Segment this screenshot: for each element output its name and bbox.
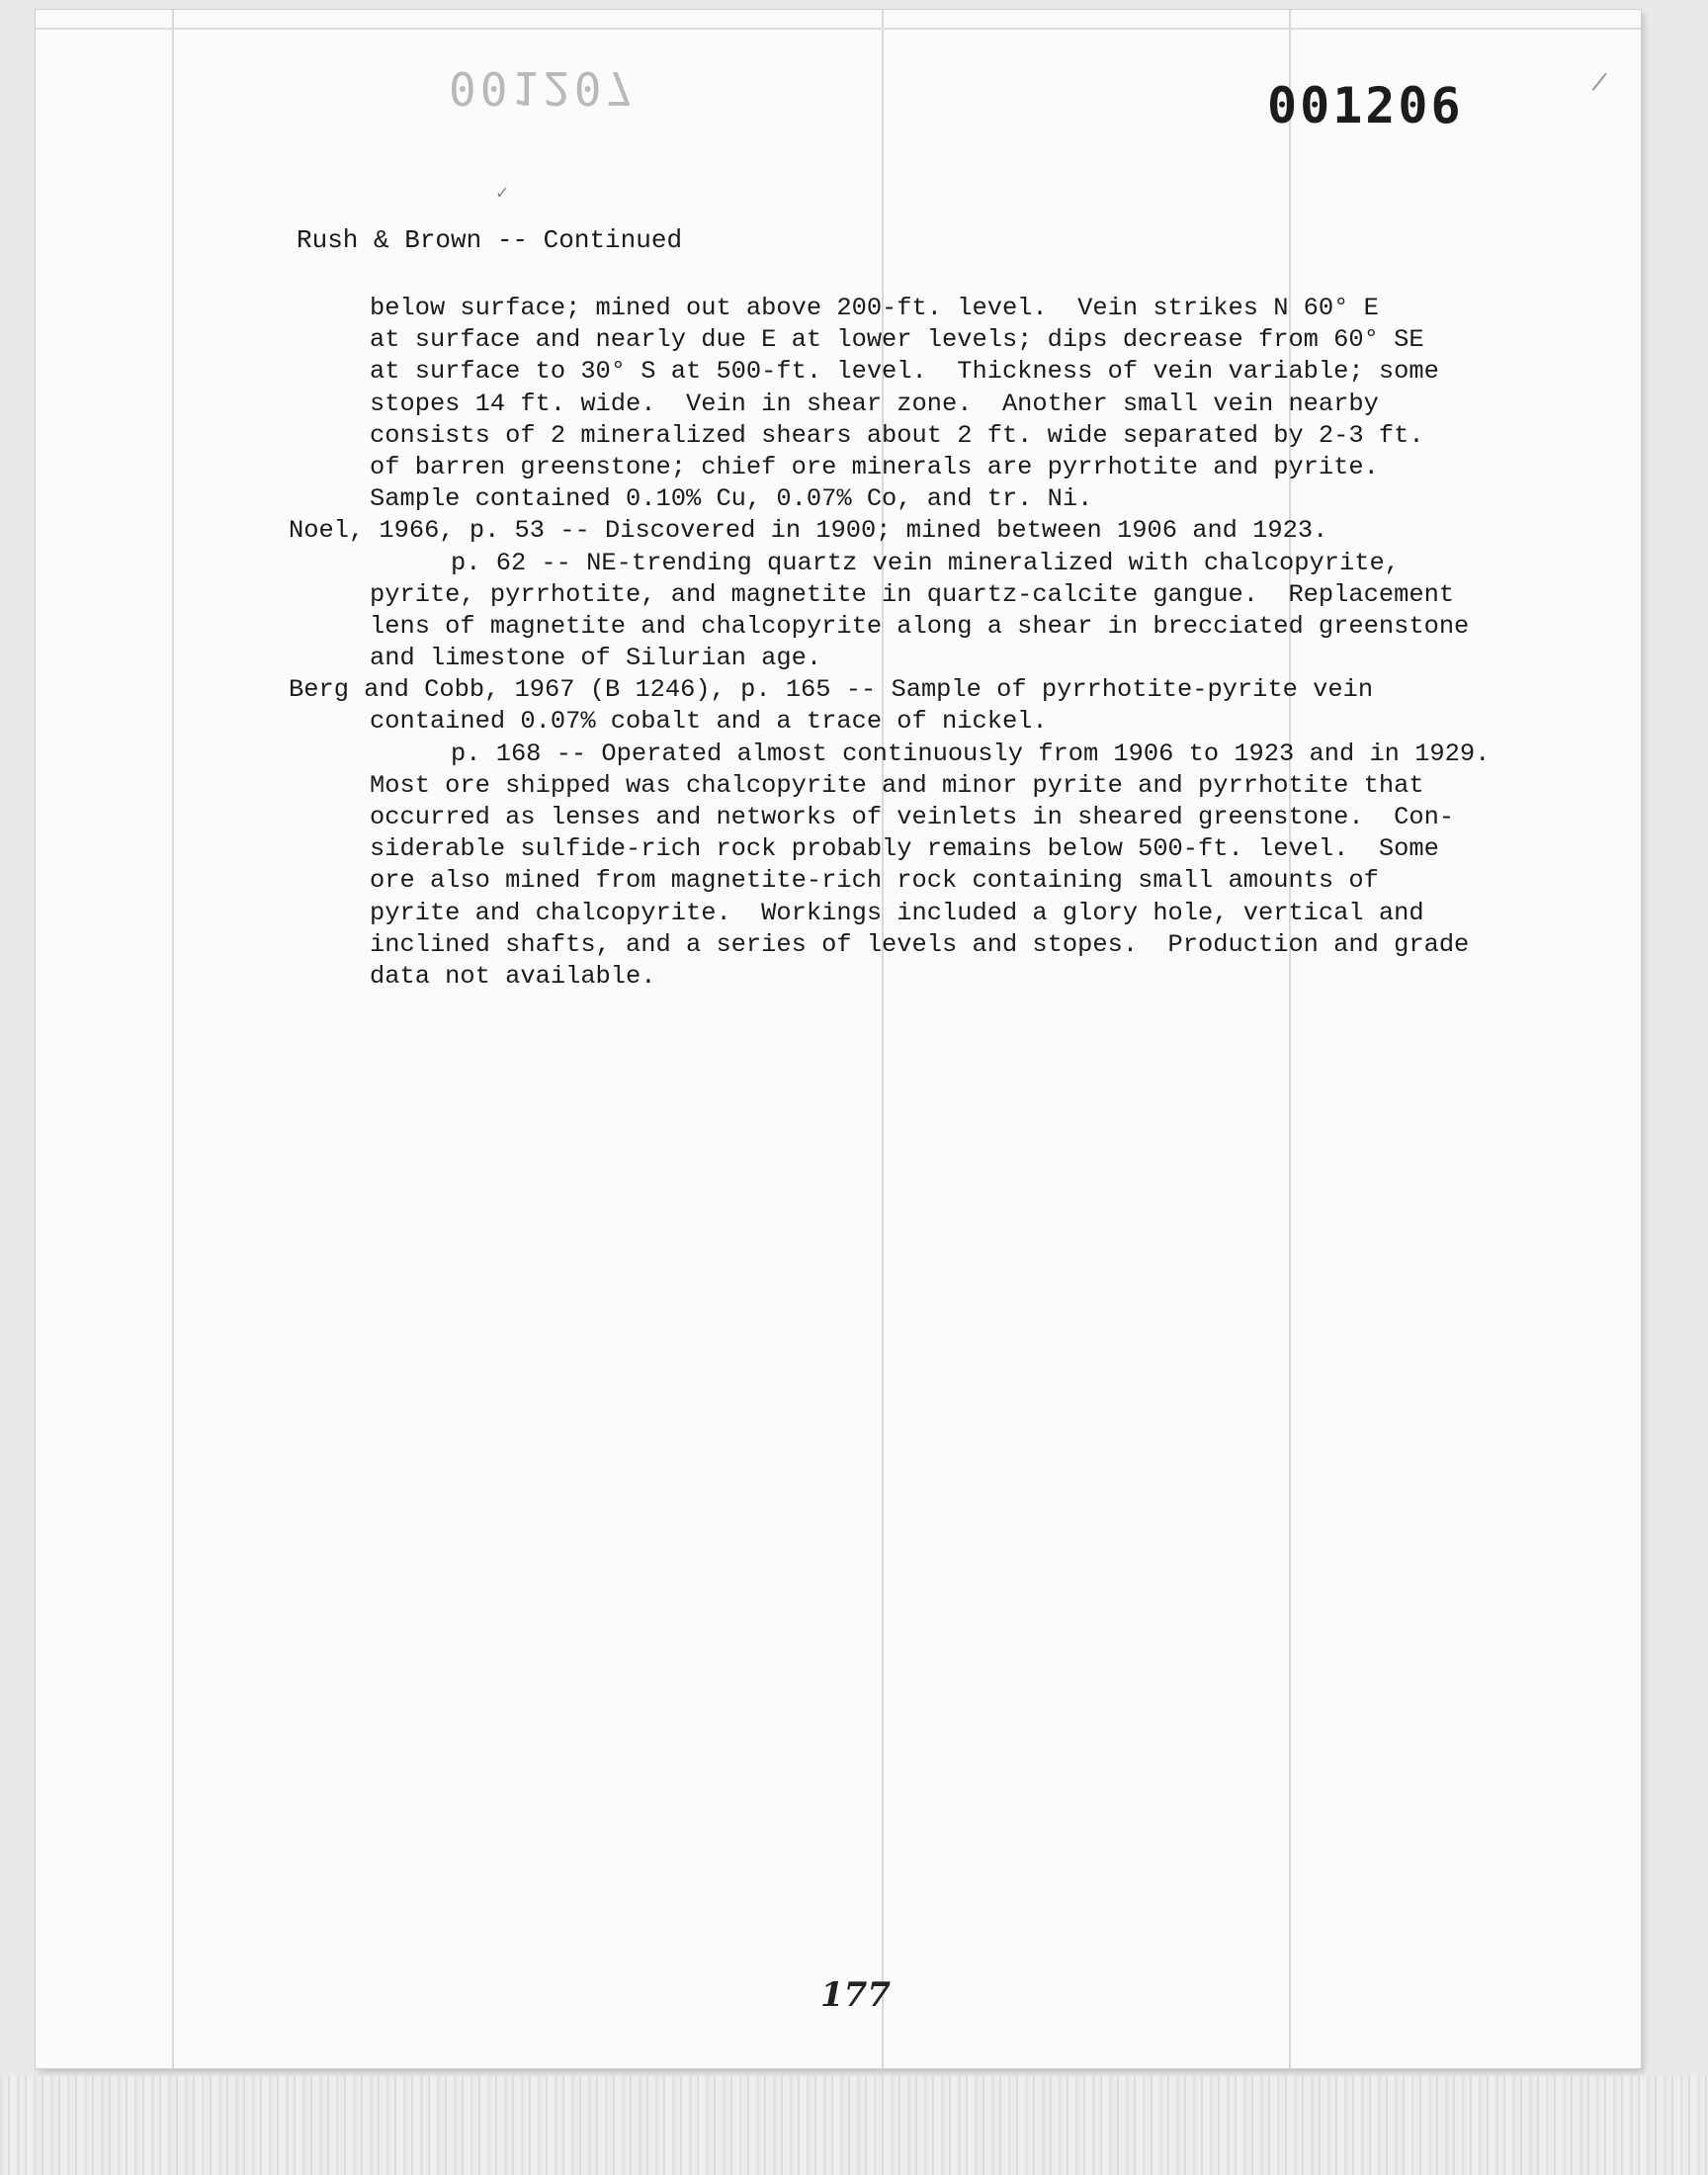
scan-artifact-line [172,10,174,2068]
scanner-strip [0,2076,1708,2175]
text-line: siderable sulfide-rich rock probably remains below 500-ft. level. Some [370,834,1439,864]
text-line: ore also mined from magnetite-rich rock containing small amounts of [370,866,1379,896]
text-line: and limestone of Silurian age. [370,644,822,673]
text-line: Noel, 1966, p. 53 -- Discovered in 1900; mined between 1906 and 1923. [289,516,1328,546]
page-number: 177 [820,1975,891,2015]
text-line: consists of 2 mineralized shears about 2 ft. wide separated by 2-3 ft. [370,420,1424,450]
text-line: Most ore shipped was chalcopyrite and minor pyrite and pyrrhotite that [370,770,1424,800]
page-heading: Rush & Brown -- Continued [297,225,683,255]
text-line: lens of magnetite and chalcopyrite along a shear in brecciated greenstone [370,611,1470,641]
scan-artifact-line [36,28,1641,30]
text-line: contained 0.07% cobalt and a trace of nickel. [370,707,1048,737]
text-line: pyrite, pyrrhotite, and magnetite in quartz-calcite gangue. Replacement [370,579,1455,609]
text-line: pyrite and chalcopyrite. Workings included a glory hole, vertical and [370,898,1424,927]
text-line: inclined shafts, and a series of levels and stopes. Production and grade [370,929,1470,959]
pencil-mark: ✓ [496,183,509,206]
body-text [289,293,1564,993]
document-number-stamp: 001206 [1267,77,1464,134]
text-line: data not available. [370,961,656,991]
text-line: p. 168 -- Operated almost continuously from 1906 to 1923 and in 1929. [451,739,1491,768]
text-line: at surface and nearly due E at lower levels; dips decrease from 60° SE [370,325,1424,355]
text-line: at surface to 30° S at 500-ft. level. Thickness of vein variable; some [370,357,1439,387]
text-line: of barren greenstone; chief ore minerals are pyrrhotite and pyrite. [370,452,1379,481]
pencil-mark: / [1588,67,1610,101]
scanned-page [36,10,1641,2068]
text-line: stopes 14 ft. wide. Vein in shear zone. Another small vein nearby [370,389,1379,418]
bleed-through-stamp: 001207 [449,61,638,115]
text-line: p. 62 -- NE-trending quartz vein mineralized with chalcopyrite, [451,548,1400,577]
text-line: below surface; mined out above 200-ft. level. Vein strikes N 60° E [370,294,1379,322]
text-line: Berg and Cobb, 1967 (B 1246), p. 165 -- Sample of pyrrhotite-pyrite vein [289,675,1374,705]
text-line: Sample contained 0.10% Cu, 0.07% Co, and tr. Ni. [370,484,1093,514]
text-line: occurred as lenses and networks of veinlets in sheared greenstone. Con- [370,803,1455,831]
